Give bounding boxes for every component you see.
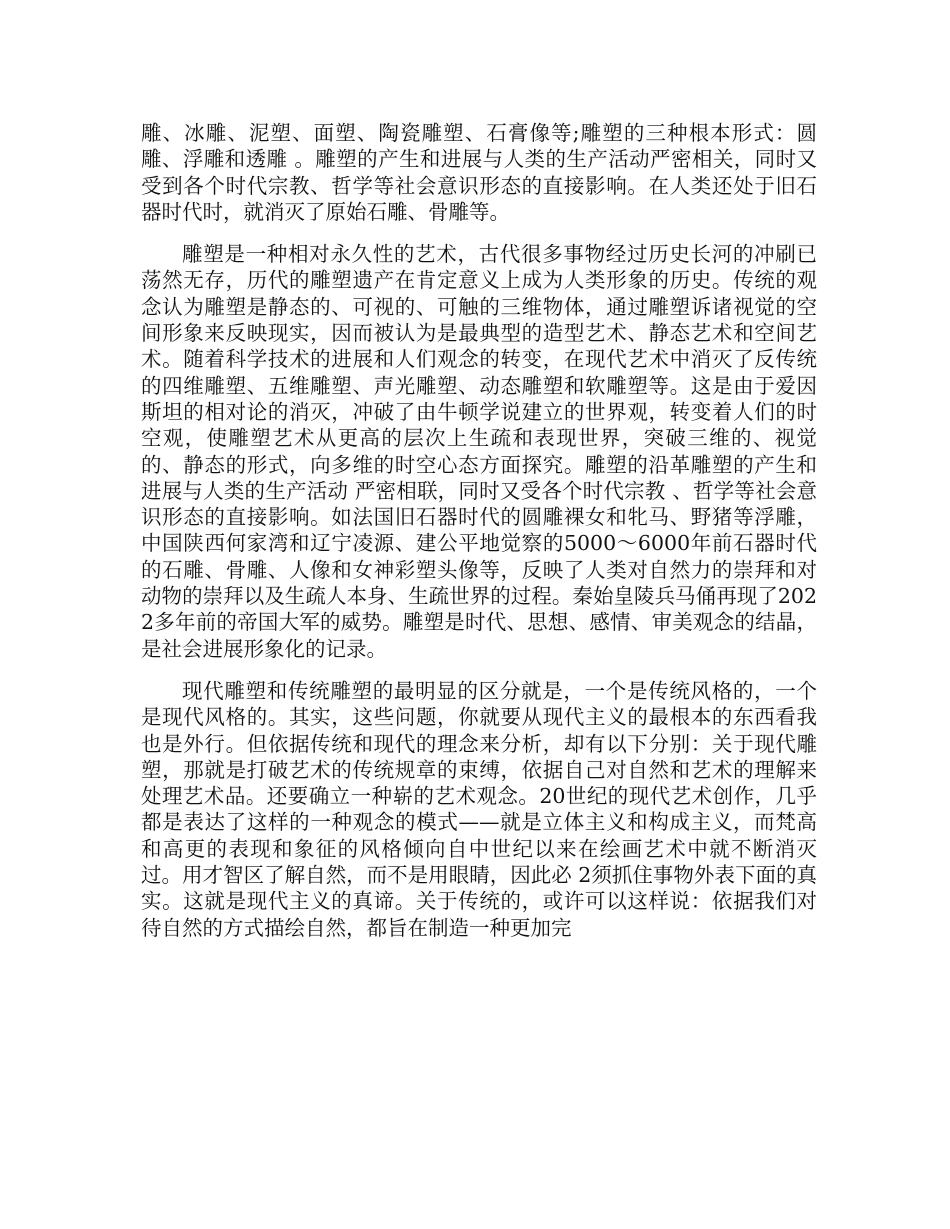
paragraph-1: 雕、冰雕、泥塑、面塑、陶瓷雕塑、石膏像等;雕塑的三种根本形式：圆雕、浮雕和透雕 。雕塑的产生和进展与人类的生产活动严密相关，同时又受到各个时代宗教、哲学等社会意识形态的直接影响。在人类还处于旧石器时代时，就消灭了原始石雕、骨雕等。: [141, 121, 817, 224]
paragraph-2: 雕塑是一种相对永久性的艺术，古代很多事物经过历史长河的冲刷已荡然无存，历代的雕塑遗产在肯定意义上成为人类形象的历史。传统的观念认为雕塑是静态的、可视的、可触的三维物体，通过雕塑诉诸视觉的空间形象来反映现实，因而被认为是最典型的造型艺术、静态艺术和空间艺术。随着科学技术的进展和人们观念的转变，在现代艺术中消灭了反传统的四维雕塑、五维雕塑、声光雕塑、动态雕塑和软雕塑等。这是由于爱因斯坦的相对论的消灭，冲破了由牛顿学说建立的世界观，转变着人们的时空观，使雕塑艺术从更高的层次上生疏和表现世界，突破三维的、视觉的、静态的形式，向多维的时空心态方面探究。雕塑的沿革雕塑的产生和进展与人类的生产活动 严密相联，同时又受各个时代宗教 、哲学等社会意识形态的直接影响。如法国旧石器时代的圆雕裸女和牝马、野猪等浮雕，中国陕西何家湾和辽宁凌源、建公平地觉察的5000～6000年前石器时代的石雕、骨雕、人像和女神彩塑头像等，反映了人类对自然力的崇拜和对动物的崇拜以及生疏人本身、生疏世界的过程。秦始皇陵兵马俑再现了2022多年前的帝国大军的威势。雕塑是时代、思想、感情、审美观念的结晶，是社会进展形象化的记录。: [141, 242, 817, 661]
document-page: [141, 120, 817, 957]
paragraph-3: 现代雕塑和传统雕塑的最明显的区分就是，一个是传统风格的，一个是现代风格的。其实，这些问题，你就要从现代主义的最根本的东西看我也是外行。但依据传统和现代的理念来分析，却有以下分别：关于现代雕塑，那就是打破艺术的传统规章的束缚，依据自己对自然和艺术的理解来处理艺术品。还要确立一种崭的艺术观念。20世纪的现代艺术创作，几乎都是表达了这样的一种观念的模式——就是立体主义和构成主义，而梵高和高更的表现和象征的风格倾向自中世纪以来在绘画艺术中就不断消灭过。用才智区了解自然，而不是用眼睛，因此必 2须抓住事物外表下面的真实。这就是现代主义的真谛。关于传统的，或许可以这样说：依据我们对待自然的方式描绘自然，都旨在制造一种更加完: [141, 678, 817, 940]
